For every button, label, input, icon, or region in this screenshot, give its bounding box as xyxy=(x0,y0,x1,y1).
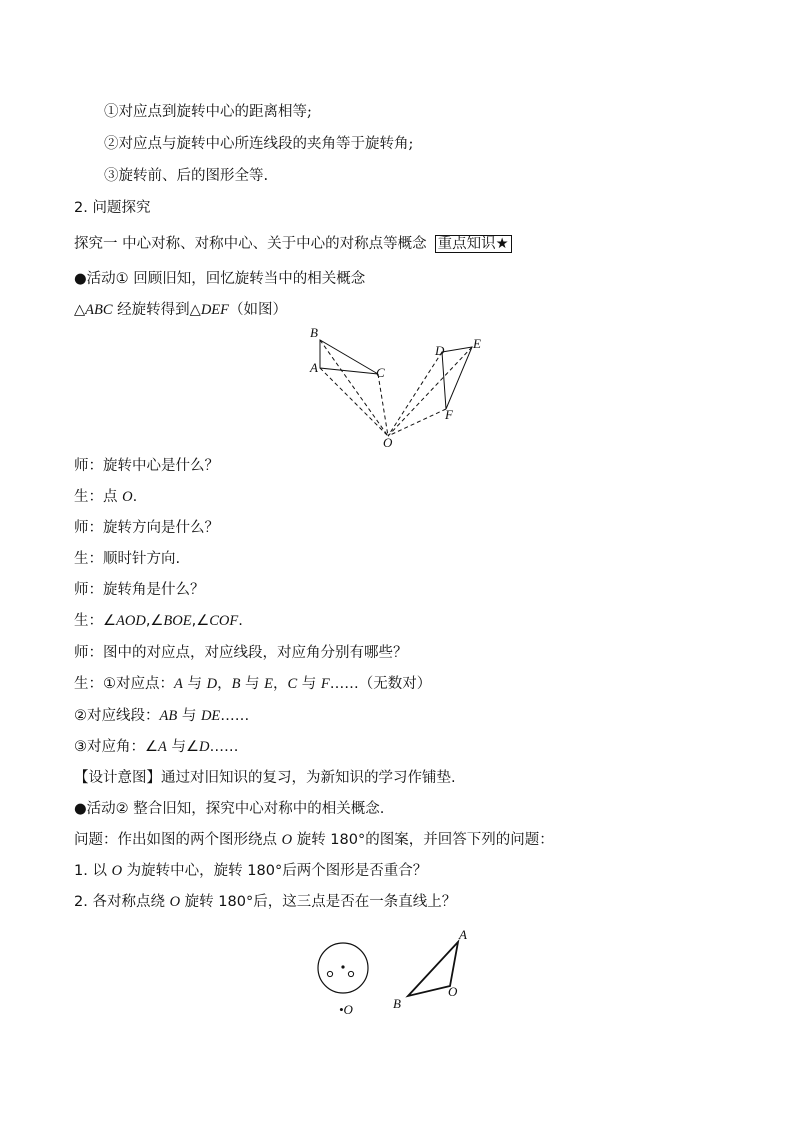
design-intent-text: 通过对旧知识的复习，为新知识的学习作铺垫. xyxy=(161,770,456,786)
dialog-q3: 师：旋转角是什么？ xyxy=(74,582,205,598)
dialog-a1 xyxy=(74,487,137,507)
a5-text: ②对应线段： xyxy=(74,708,160,724)
property-1: ①对应点到旋转中心的距离相等; xyxy=(104,104,312,120)
triangle-def: DEF xyxy=(200,302,229,318)
explore-title-text: 探究一 中心对称、对称中心、关于中心的对称点等概念 xyxy=(74,236,427,252)
q2-text: 2. 各对称点绕 xyxy=(74,894,170,910)
a4-f: F xyxy=(320,676,330,692)
key-point-badge: 重点知识★ xyxy=(435,235,512,253)
a4-and-3: 与 xyxy=(297,676,321,692)
a4-and-2: 与 xyxy=(240,676,265,692)
a3-sep-2: ,∠ xyxy=(191,613,210,629)
a3-sep-1: ,∠ xyxy=(145,613,164,629)
label-b2: B xyxy=(393,996,401,1011)
a6-d: D xyxy=(198,739,210,755)
a6-a: A xyxy=(158,739,167,755)
a4-comma-1: ， xyxy=(217,676,232,692)
a4-and-1: 与 xyxy=(182,676,207,692)
a3-angle-3: COF xyxy=(209,613,239,629)
design-intent xyxy=(74,768,456,788)
design-intent-label: 【设计意图】 xyxy=(74,770,161,786)
question-1 xyxy=(74,861,427,881)
triangle-symbol: △ xyxy=(74,302,86,318)
intro-suffix: （如图） xyxy=(229,302,287,318)
a6-and: 与∠ xyxy=(166,739,199,755)
label-center-o: •O xyxy=(339,1002,353,1017)
a1-post: . xyxy=(132,489,138,505)
circle-point-2 xyxy=(348,971,353,976)
a3-post: . xyxy=(238,613,243,629)
dialog-q2: 师：旋转方向是什么？ xyxy=(74,520,219,536)
question-2 xyxy=(74,892,456,912)
problem-var: O xyxy=(281,832,293,848)
triangle-abc-shape xyxy=(320,340,378,374)
dialog-q4: 师：图中的对应点，对应线段，对应角分别有哪些？ xyxy=(74,645,408,661)
dialog-a3 xyxy=(74,611,243,631)
a3-angle-2: BOE xyxy=(163,613,192,629)
triangle-abc: ABC xyxy=(85,302,113,318)
a5-post: …… xyxy=(220,708,250,724)
property-2: ②对应点与旋转中心所连线段的夹角等于旋转角; xyxy=(104,136,414,152)
label-a2: A xyxy=(459,927,467,942)
a6-post: …… xyxy=(209,739,239,755)
a4-b: B xyxy=(231,676,241,692)
dialog-a6 xyxy=(74,737,238,757)
a4-a: A xyxy=(174,676,183,692)
a1-var: O xyxy=(122,489,133,505)
circle-point-1 xyxy=(327,971,332,976)
a3-angle-1: AOD xyxy=(116,613,146,629)
dialog-a2: 生：顺时针方向. xyxy=(74,551,181,567)
label-f: F xyxy=(445,407,453,422)
property-3: ③旋转前、后的图形全等. xyxy=(104,168,269,184)
triangle-def-shape xyxy=(442,347,472,409)
q1-text: 1. 以 xyxy=(74,863,112,879)
q2-post: 旋转 180°后，这三点是否在一条直线上？ xyxy=(180,894,457,910)
a4-d: D xyxy=(206,676,218,692)
label-d: D xyxy=(435,343,445,358)
label-o2: O xyxy=(448,984,458,999)
q2-var: O xyxy=(169,894,181,910)
label-c: C xyxy=(376,365,385,380)
a4-post: ……（无数对） xyxy=(329,676,432,692)
rotation-intro xyxy=(74,300,287,320)
a4-text: 生：①对应点： xyxy=(74,676,174,692)
label-o: O xyxy=(383,435,393,450)
a5-de: DE xyxy=(200,708,221,724)
label-e: E xyxy=(473,336,481,351)
dialog-a4 xyxy=(74,674,431,694)
dialog-q1: 师：旋转中心是什么？ xyxy=(74,458,219,474)
a1-text: 生：点 xyxy=(74,489,123,505)
a5-and: 与 xyxy=(177,708,201,724)
problem-statement xyxy=(74,830,554,850)
problem-post: 旋转 180°的图案，并回答下列的问题： xyxy=(292,832,554,848)
a4-e: E xyxy=(264,676,273,692)
q1-var: O xyxy=(111,863,123,879)
label-b: B xyxy=(310,325,318,340)
label-a: A xyxy=(310,360,318,375)
activity-1-title: ●活动① 回顾旧知，回忆旋转当中的相关概念 xyxy=(74,271,366,287)
symmetry-figure xyxy=(305,922,485,1022)
a4-c: C xyxy=(287,676,298,692)
section-heading: 2. 问题探究 xyxy=(74,200,151,216)
a6-text: ③对应角：∠ xyxy=(74,739,158,755)
a3-text: 生：∠ xyxy=(74,613,116,629)
a5-ab: AB xyxy=(159,708,178,724)
a4-comma-2: ， xyxy=(273,676,288,692)
q1-post: 为旋转中心，旋转 180°后两个图形是否重合？ xyxy=(122,863,428,879)
intro-text: 经旋转得到△ xyxy=(112,302,201,318)
explore-title xyxy=(74,234,512,254)
dialog-a5 xyxy=(74,706,249,726)
problem-text: 问题：作出如图的两个图形绕点 xyxy=(74,832,282,848)
circle-point-3 xyxy=(341,965,344,968)
rotation-figure xyxy=(300,322,500,452)
activity-2-title: ●活动② 整合旧知，探究中心对称中的相关概念. xyxy=(74,801,385,817)
